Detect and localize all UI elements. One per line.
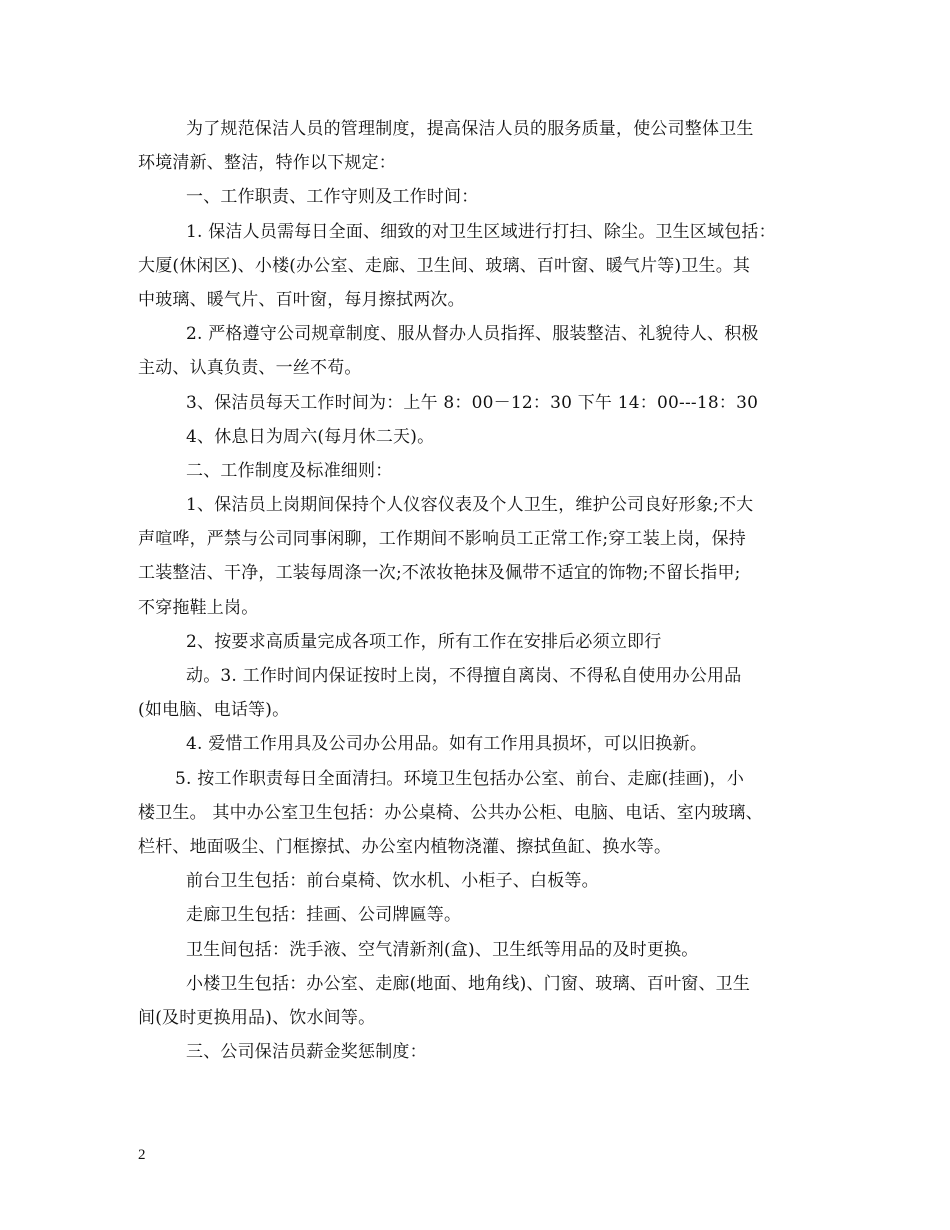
text-line: 5. 按工作职责每日全面清扫。环境卫生包括办公室、前台、走廊(挂画)，小 — [175, 768, 745, 789]
text-line: 声喧哗，严禁与公司同事闲聊，工作期间不影响员工正常工作;穿工装上岗，保持 — [138, 529, 746, 550]
text-line: 2、按要求高质量完成各项工作，所有工作在安排后必须立即行 — [186, 631, 662, 652]
text-line: 不穿拖鞋上岗。 — [138, 597, 259, 618]
text-line: 栏杆、地面吸尘、门框擦拭、办公室内植物浇灌、擦拭鱼缸、换水等。 — [138, 836, 672, 857]
text-line: 1. 保洁人员需每日全面、细致的对卫生区域进行打扫、除尘。卫生区域包括： — [186, 221, 776, 242]
section-heading: 二、工作制度及标准细则： — [186, 460, 393, 481]
text-line: 大厦(休闲区)、小楼(办公室、走廊、卫生间、玻璃、百叶窗、暖气片等)卫生。其 — [138, 255, 751, 276]
text-line: 主动、认真负责、一丝不苟。 — [138, 358, 362, 379]
text-line: 3、保洁员每天工作时间为：上午 8：00－12：30 下午 14：00---18：30 — [186, 392, 759, 413]
text-line: 小楼卫生包括：办公室、走廊(地面、地角线)、门窗、玻璃、百叶窗、卫生 — [186, 973, 751, 994]
document-body — [138, 112, 818, 1069]
page-number: 2 — [138, 1147, 146, 1163]
section-heading: 三、公司保洁员薪金奖惩制度： — [186, 1042, 427, 1063]
text-line: 环境清新、整洁，特作以下规定： — [138, 153, 396, 174]
text-line: 1、保洁员上岗期间保持个人仪容仪表及个人卫生，维护公司良好形象;不大 — [186, 495, 754, 516]
text-line: 卫生间包括：洗手液、空气清新剂(盒)、卫生纸等用品的及时更换。 — [186, 939, 699, 960]
text-line: 间(及时更换用品)、饮水间等。 — [138, 1007, 376, 1028]
text-line: 楼卫生。 其中办公室卫生包括：办公桌椅、公共办公柜、电脑、电话、室内玻璃、 — [138, 802, 763, 823]
text-line: (如电脑、电话等)。 — [138, 700, 290, 721]
text-line: 工装整洁、干净，工装每周涤一次;不浓妆艳抹及佩带不适宜的饰物;不留长指甲; — [138, 563, 741, 584]
text-line: 2. 严格遵守公司规章制度、服从督办人员指挥、服装整洁、礼貌待人、积极 — [186, 324, 759, 345]
text-line: 动。3. 工作时间内保证按时上岗，不得擅自离岗、不得私自使用办公用品 — [186, 666, 742, 686]
text-line: 走廊卫生包括：挂画、公司牌匾等。 — [186, 905, 462, 926]
text-line: 为了规范保洁人员的管理制度，提高保洁人员的服务质量，使公司整体卫生 — [186, 119, 754, 139]
section-heading: 一、工作职责、工作守则及工作时间： — [186, 187, 479, 208]
text-line: 中玻璃、暖气片、百叶窗，每月擦拭两次。 — [138, 289, 465, 310]
text-line: 前台卫生包括：前台桌椅、饮水机、小柜子、白板等。 — [186, 871, 599, 892]
text-line: 4. 爱惜工作用具及公司办公用品。如有工作用具损坏，可以旧换新。 — [186, 734, 708, 755]
text-line: 4、休息日为周六(每月休二天)。 — [186, 426, 435, 447]
